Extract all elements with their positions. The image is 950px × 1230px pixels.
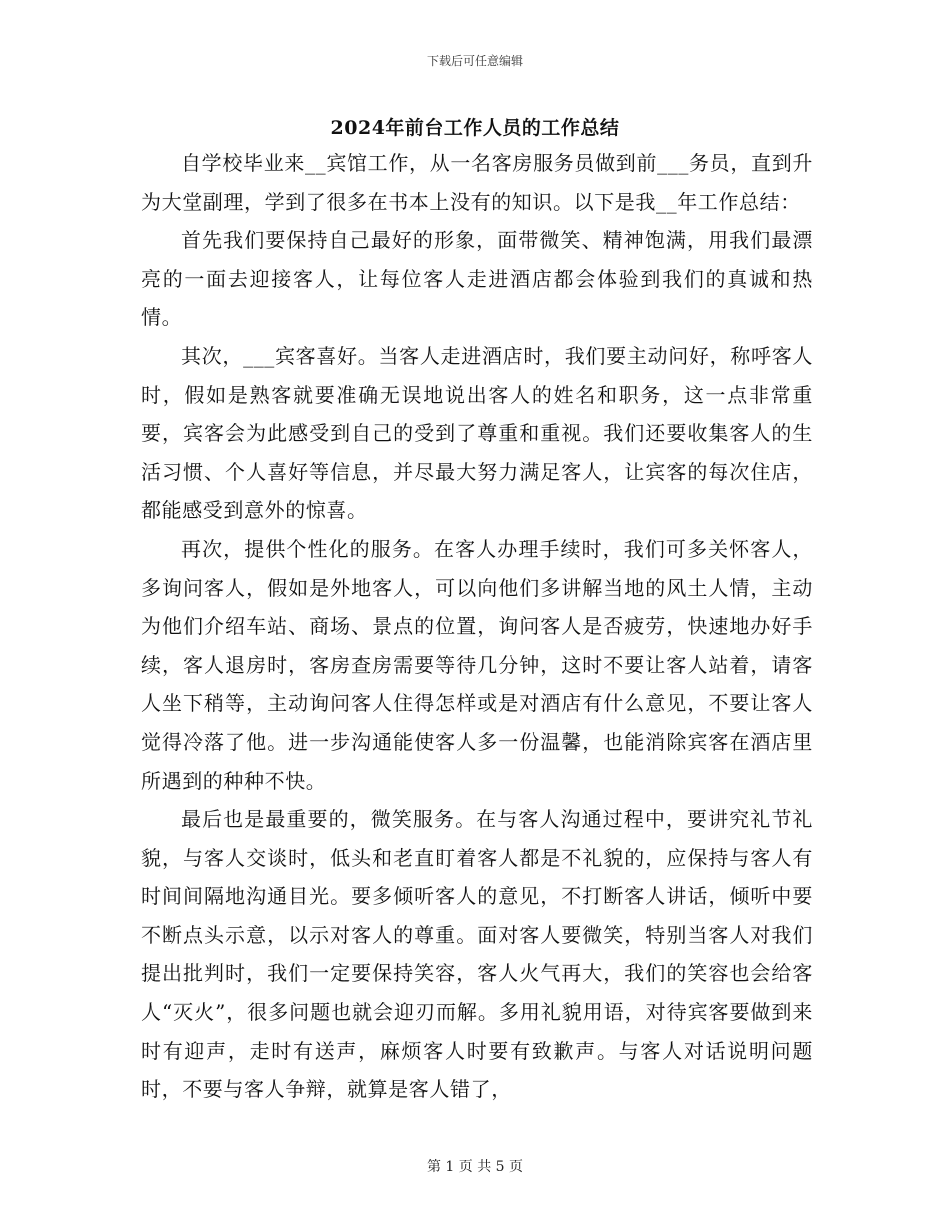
paragraph-preferences: 其次，___宾客喜好。当客人走进酒店时，我们要主动问好，称呼客人时，假如是熟客就要准确无误地说出客人的姓名和职务，这一点非常重要，宾客会为此感受到自己的受到了尊重和重视。我们还要收集客人的生活习惯、个人喜好等信息，并尽最大努力满足客人，让宾客的每次住店，都能感受到意外的惊喜。	[141, 343, 813, 523]
document-body	[141, 144, 813, 1109]
paragraph-image: 首先我们要保持自己最好的形象，面带微笑、精神饱满，用我们最漂亮的一面去迎接客人，让每位客人走进酒店都会体验到我们的真诚和热情。	[141, 228, 813, 330]
page-number-indicator: 第 1 页 共 5 页	[426, 1159, 524, 1175]
document-title: 2024年前台工作人员的工作总结	[330, 117, 620, 139]
paragraph-smile-service: 最后也是最重要的，微笑服务。在与客人沟通过程中，要讲究礼节礼貌，与客人交谈时，低头和老直盯着客人都是不礼貌的，应保持与客人有时间间隔地沟通目光。要多倾听客人的意见，不打断客人讲话，倾听中要不断点头示意，以示对客人的尊重。面对客人要微笑，特别当客人对我们提出批判时，我们一定要保持笑容，客人火气再大，我们的笑容也会给客人“灭火”，很多问题也就会迎刃而解。多用礼貌用语，对待宾客要做到来时有迎声，走时有送声，麻烦客人时要有致歉声。与客人对话说明问题时，不要与客人争辩，就算是客人错了，	[141, 807, 813, 1102]
page-header-note: 下载后可任意编辑	[426, 54, 523, 68]
paragraph-intro: 自学校毕业来__宾馆工作，从一名客房服务员做到前___务员，直到升为大堂副理，学到了很多在书本上没有的知识。以下是我__年工作总结：	[141, 151, 813, 214]
paragraph-personalized-service: 再次，提供个性化的服务。在客人办理手续时，我们可多关怀客人，多询问客人，假如是外地客人，可以向他们多讲解当地的风土人情，主动为他们介绍车站、商场、景点的位置，询问客人是否疲劳，快速地办好手续，客人退房时，客房查房需要等待几分钟，这时不要让客人站着，请客人坐下稍等，主动询问客人住得怎样或是对酒店有什么意见，不要让客人觉得冷落了他。进一步沟通能使客人多一份温馨，也能消除宾客在酒店里所遇到的种种不快。	[141, 536, 813, 793]
